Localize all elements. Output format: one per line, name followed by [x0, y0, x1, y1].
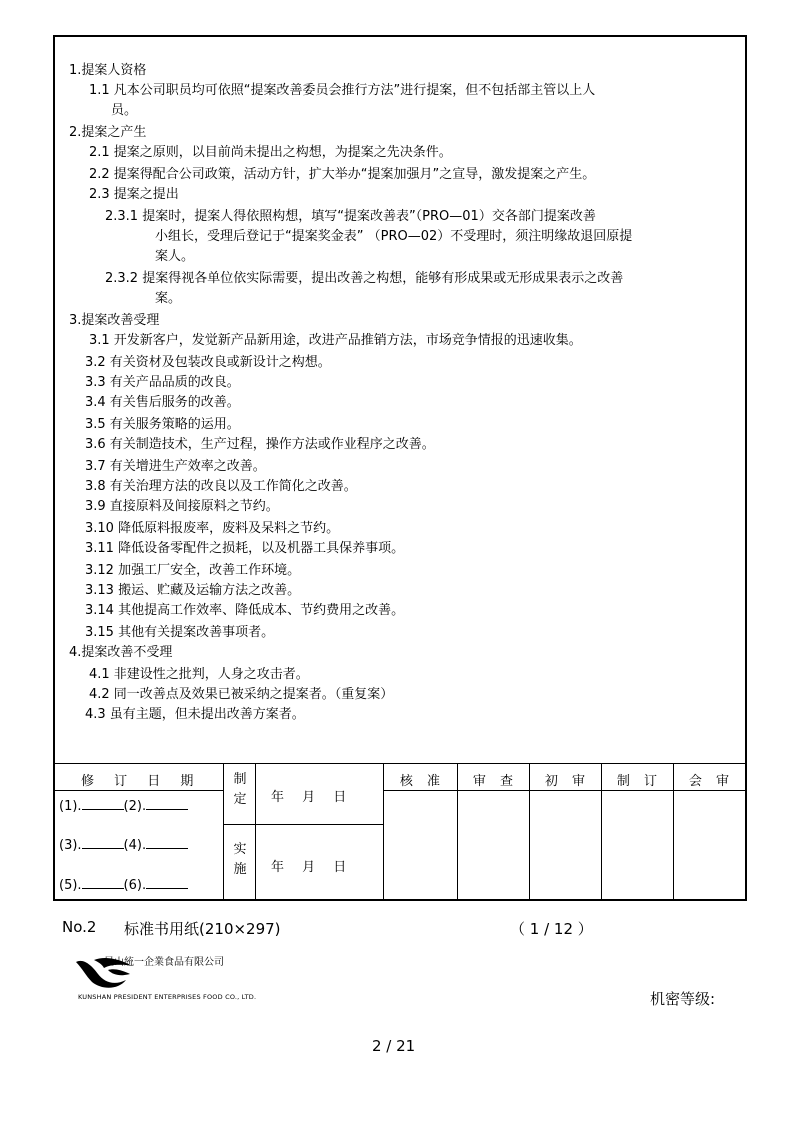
- confidential-label: 机密等级:: [650, 990, 716, 1008]
- signoff-table: [55, 763, 745, 900]
- role-header: 初 审: [544, 774, 586, 789]
- content-line: 1.提案人资格: [69, 63, 147, 78]
- content-line: 4.1 非建设性之批判，人身之攻击者。: [89, 667, 309, 682]
- content-line: 3.6 有关制造技术，生产过程，操作方法或作业程序之改善。: [85, 437, 435, 452]
- content-line: 4.3 虽有主题，但未提出改善方案者。: [85, 707, 305, 722]
- form-number: No.2: [62, 918, 97, 936]
- content-line: 2.3.2 提案得视各单位依实际需要，提出改善之构想，能够有形成果或无形成果表示之改善: [105, 271, 624, 286]
- content-line: 3.提案改善受理: [69, 313, 160, 328]
- made-date: 年 月 日: [271, 790, 347, 805]
- content-line: 小组长，受理后登记于“提案奖金表” （PRO—02）不受理时，须注明缘故退回原提: [155, 229, 633, 244]
- role-header: 会 审: [688, 774, 730, 789]
- content-line: 2.2 提案得配合公司政策，活动方针，扩大举办“提案加强月”之宣导，激发提案之产生。: [89, 167, 596, 182]
- content-line: 3.3 有关产品品质的改良。: [85, 375, 240, 390]
- content-line: 4.提案改善不受理: [69, 645, 173, 660]
- revision-header: 修 订 日 期: [81, 774, 202, 789]
- company-name-en: KUNSHAN PRESIDENT ENTERPRISES FOOD CO., LTD.: [78, 993, 257, 1001]
- content-line: 案。: [155, 291, 182, 306]
- document-body: [55, 37, 745, 763]
- content-line: 3.13 搬运、贮藏及运输方法之改善。: [85, 583, 301, 598]
- content-line: 3.2 有关资材及包装改良或新设计之构想。: [85, 355, 331, 370]
- content-line: 3.7 有关增进生产效率之改善。: [85, 459, 266, 474]
- content-line: 3.4 有关售后服务的改善。: [85, 395, 240, 410]
- content-line: 2.1 提案之原则，以目前尚未提出之构想，为提案之先决条件。: [89, 145, 452, 160]
- revision-entry-3-4: (3). (4).: [59, 836, 188, 853]
- content-line: 员。: [111, 103, 138, 118]
- content-line: 1.1 凡本公司职员均可依照“提案改善委员会推行方法”进行提案，但不包括部主管以上人: [89, 83, 596, 98]
- content-line: 3.15 其他有关提案改善事项者。: [85, 625, 275, 640]
- page-fraction: （ 1 / 12 ）: [510, 920, 593, 938]
- content-line: 3.5 有关服务策略的运用。: [85, 417, 240, 432]
- page-number: 2 / 21: [372, 1037, 416, 1055]
- content-line: 2.3 提案之提出: [89, 187, 179, 202]
- content-line: 3.10 降低原料报废率，废料及呆料之节约。: [85, 521, 340, 536]
- revision-entry-5-6: (5). (6).: [59, 876, 188, 893]
- implement-label: 实 施: [233, 842, 247, 877]
- content-line: 3.9 直接原料及间接原料之节约。: [85, 499, 279, 514]
- content-line: 4.2 同一改善点及效果已被采纳之提案者。（重复案）: [89, 687, 394, 702]
- role-header: 审 查: [472, 774, 514, 789]
- paper-label: 标准书用纸(210×297): [124, 920, 281, 938]
- content-line: 3.1 开发新客户，发觉新产品新用途，改进产品推销方法，市场竞争情报的迅速收集。: [89, 333, 582, 348]
- document-frame: [53, 35, 747, 901]
- content-line: 3.8 有关治理方法的改良以及工作简化之改善。: [85, 479, 357, 494]
- content-line: 3.11 降低设备零配件之损耗，以及机器工具保养事项。: [85, 541, 405, 556]
- content-line: 案人。: [155, 249, 195, 264]
- implement-date: 年 月 日: [271, 860, 347, 875]
- made-label: 制 定: [233, 772, 247, 807]
- content-line: 2.3.1 提案时，提案人得依照构想，填写“提案改善表”（PRO—01）交各部门提案改善: [105, 209, 596, 224]
- revision-entry-1-2: (1). (2).: [59, 797, 188, 814]
- role-header: 核 准: [399, 774, 441, 789]
- company-name-cn: 昆山統一企業食品有限公司: [104, 957, 224, 968]
- content-line: 2.提案之产生: [69, 125, 147, 140]
- content-line: 3.12 加强工厂安全，改善工作环境。: [85, 563, 301, 578]
- content-line: 3.14 其他提高工作效率、降低成本、节约费用之改善。: [85, 603, 405, 618]
- role-header: 制 订: [616, 774, 658, 789]
